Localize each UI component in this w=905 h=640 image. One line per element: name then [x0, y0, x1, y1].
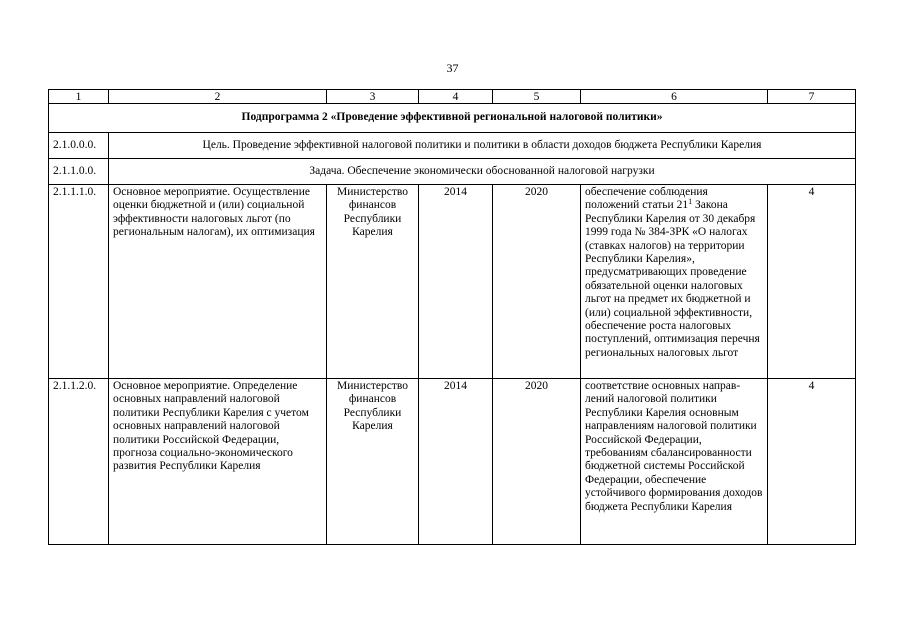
end-year: 2020 [493, 185, 581, 379]
column-header: 1 [49, 90, 109, 104]
subprogram-row [49, 104, 856, 133]
start-year: 2014 [419, 185, 493, 379]
result-superscript: 1 [688, 197, 693, 207]
executor: Министерство финансов Республики Карелия [327, 185, 419, 379]
indicator-ref: 4 [768, 379, 856, 545]
result-text-part1: обеспечение соблюдения положений статьи 21 [585, 186, 708, 212]
column-header: 3 [327, 90, 419, 104]
measure-code: 2.1.1.2.0. [49, 379, 109, 545]
result-text-part2: Закона Республики Карелия от 30 декабря 1999 года № 384-ЗРК «О налогах (ставках налогов) на территории Республики Карелия», предусматривающих проведение обязательной оценки налоговых льгот на предмет их бюджетной и (или) социальной эффективности, обеспечение роста налоговых поступлений, оптимизация перечня региональных налоговых льгот [585, 199, 760, 359]
measure-description: Основное мероприятие. Осуществление оценки бюджетной и (или) социальной эффективности налоговых льгот (по региональным налогам), их оптимизация [109, 185, 327, 379]
expected-result [581, 185, 768, 379]
page-number: 37 [446, 61, 459, 75]
table-row [49, 379, 856, 545]
expected-result: соответствие основных направлений налоговой политики Республики Карелия основным направлениям налоговой политики Российской Федерации, требованиям сбалансированности бюджетной системы Российской Федерации, обеспечение устойчивого формирования доходов бюджета Республики Карелия [581, 379, 768, 545]
task-code: 2.1.1.0.0. [49, 159, 109, 185]
task-text: Задача. Обеспечение экономически обоснованной налоговой нагрузки [109, 159, 856, 185]
task-row [49, 159, 856, 185]
goal-code: 2.1.0.0.0. [49, 133, 109, 159]
column-header: 6 [581, 90, 768, 104]
column-number-row [49, 90, 856, 104]
measure-description: Основное мероприятие. Определение основных направлений налоговой политики Республики Карелия с учетом основных направлений налоговой политики Российской Федерации, прогноза социально-экономического развития Республики Карелия [109, 379, 327, 545]
column-header: 4 [419, 90, 493, 104]
column-header: 7 [768, 90, 856, 104]
column-header: 2 [109, 90, 327, 104]
table-row [49, 185, 856, 379]
end-year: 2020 [493, 379, 581, 545]
goal-text: Цель. Проведение эффективной налоговой политики и политики в области доходов бюджета Республики Карелия [109, 133, 856, 159]
column-header: 5 [493, 90, 581, 104]
program-table [48, 89, 856, 545]
executor: Министерство финансов Республики Карелия [327, 379, 419, 545]
goal-row [49, 133, 856, 159]
start-year: 2014 [419, 379, 493, 545]
indicator-ref: 4 [768, 185, 856, 379]
subprogram-title: Подпрограмма 2 «Проведение эффективной региональной налоговой политики» [49, 104, 856, 133]
measure-code: 2.1.1.1.0. [49, 185, 109, 379]
